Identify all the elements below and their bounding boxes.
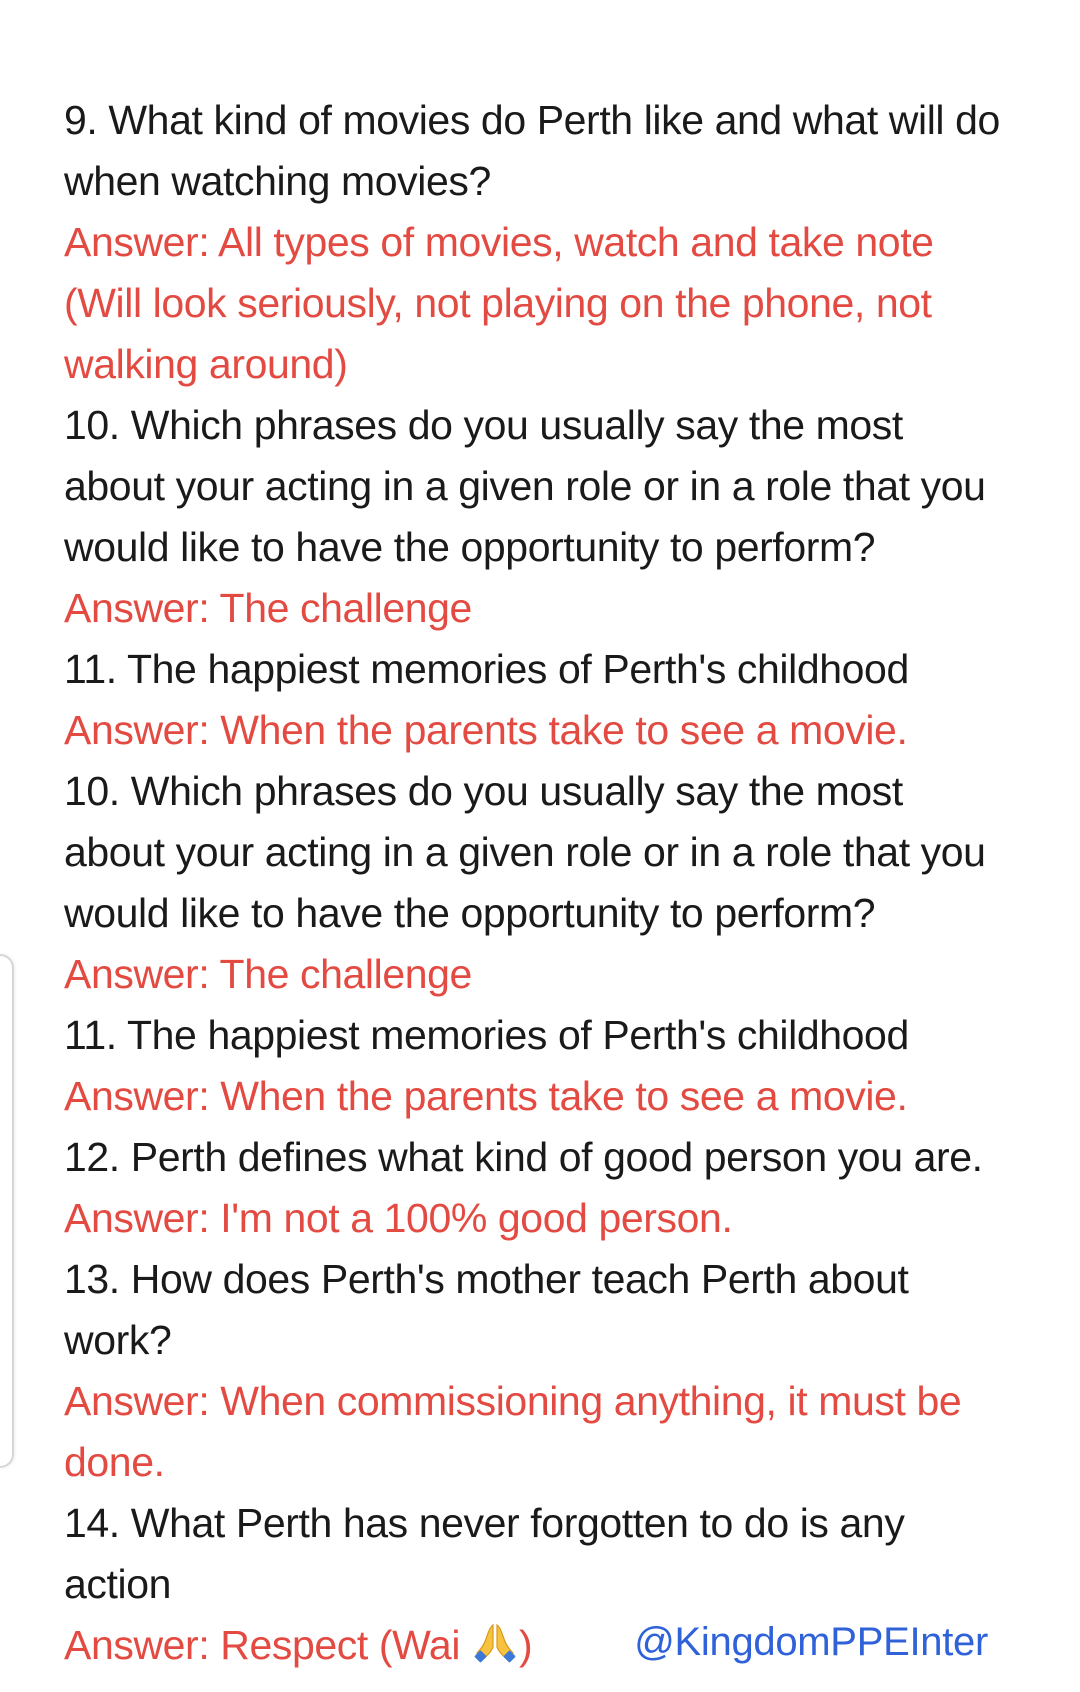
- answer-11-repeat: Answer: When the parents take to see a movie.: [64, 1073, 908, 1119]
- answer-10: Answer: The challenge: [64, 585, 472, 631]
- answer-11: Answer: When the parents take to see a movie.: [64, 707, 908, 753]
- question-9: 9. What kind of movies do Perth like and what will do when watching movies?: [64, 97, 1000, 204]
- question-10: 10. Which phrases do you usually say the most about your acting in a given role or in a role that you would like to have the opportunity to perform?: [64, 402, 986, 570]
- side-edge-handle[interactable]: [0, 954, 14, 1468]
- question-12: 12. Perth defines what kind of good person you are.: [64, 1134, 983, 1180]
- answer-9: Answer: All types of movies, watch and take note (Will look seriously, not playing on the phone, not walking around): [64, 219, 934, 387]
- answer-13: Answer: When commissioning anything, it must be done.: [64, 1378, 962, 1485]
- answer-10-repeat: Answer: The challenge: [64, 951, 472, 997]
- question-13: 13. How does Perth's mother teach Perth about work?: [64, 1256, 909, 1363]
- answer-14-text: Answer: Respect (Wai: [64, 1622, 472, 1668]
- answer-12: Answer: I'm not a 100% good person.: [64, 1195, 733, 1241]
- author-handle[interactable]: @KingdomPPEInter: [634, 1620, 988, 1664]
- answer-14-close: ): [519, 1622, 533, 1668]
- question-11: 11. The happiest memories of Perth's childhood: [64, 646, 909, 692]
- question-11-repeat: 11. The happiest memories of Perth's childhood: [64, 1012, 909, 1058]
- question-14: 14. What Perth has never forgotten to do is any action: [64, 1500, 905, 1607]
- qa-list: [64, 90, 1004, 1676]
- question-10-repeat: 10. Which phrases do you usually say the most about your acting in a given role or in a role that you would like to have the opportunity to perform?: [64, 768, 986, 936]
- folded-hands-icon: [473, 1619, 517, 1663]
